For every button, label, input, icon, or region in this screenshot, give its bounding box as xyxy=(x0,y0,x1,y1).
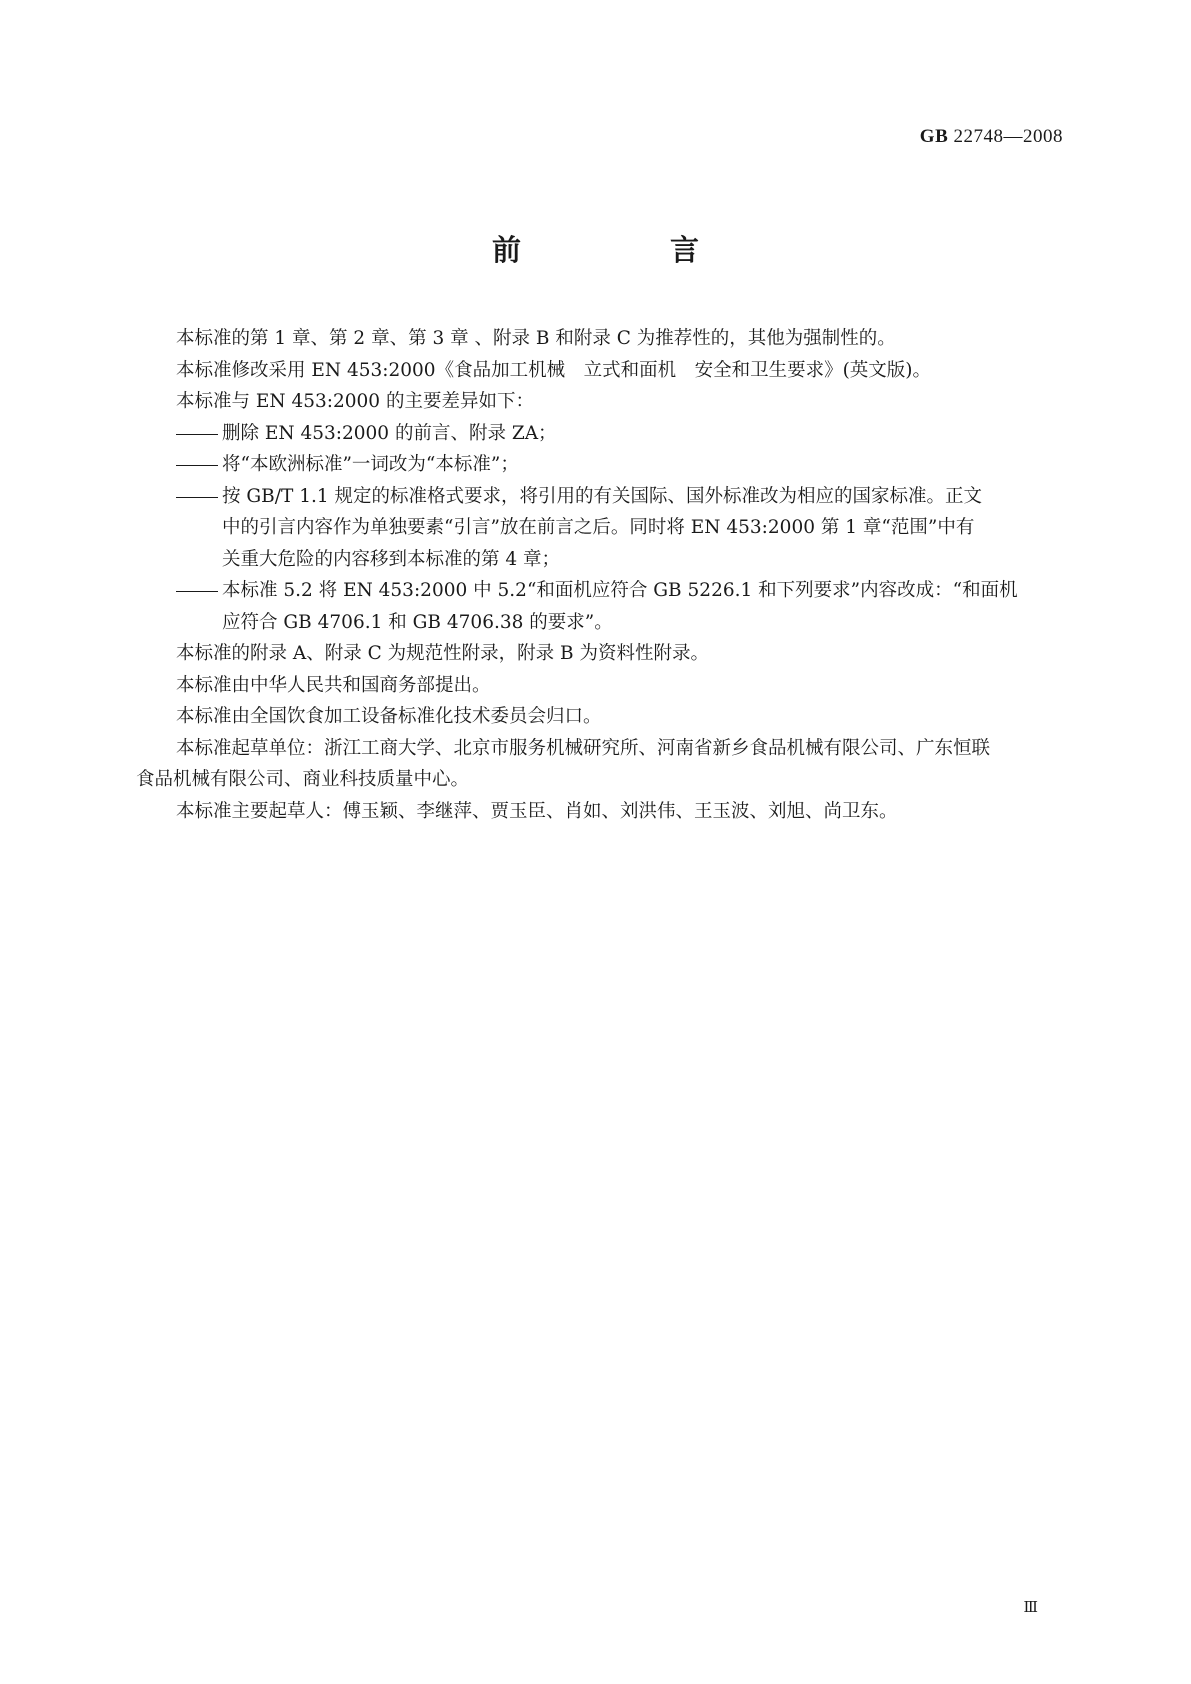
list-item-text-line-3: 关重大危险的内容移到本标准的第 4 章； xyxy=(222,548,561,570)
standard-number: 22748—2008 xyxy=(953,126,1063,147)
standard-prefix: GB xyxy=(919,126,949,147)
paragraph-proposer: 本标准由中华人民共和国商务部提出。 xyxy=(176,674,491,696)
page-title: 前 言 xyxy=(491,233,759,267)
list-item-text-line-2: 应符合 GB 4706.1 和 GB 4706.38 的要求”。 xyxy=(222,611,613,633)
list-item-text: 删除 EN 453:2000 的前言、附录 ZA； xyxy=(222,422,557,444)
list-item-text-line-1: 本标准 5.2 将 EN 453:2000 中 5.2“和面机应符合 GB 5226.1 和下列要求”内容改成：“和面机 xyxy=(222,580,1018,601)
standard-code xyxy=(920,126,1063,148)
list-item xyxy=(136,481,1063,576)
list-item-text-line-1: 按 GB/T 1.1 规定的标准格式要求，将引用的有关国际、国外标准改为相应的国家标准。正文 xyxy=(222,485,983,507)
list-item-text-line-2: 中的引言内容作为单独要素“引言”放在前言之后。同时将 EN 453:2000 第 1 章“范围”中有 xyxy=(222,517,975,538)
paragraph-drafting-units: 本标准起草单位：浙江工商大学、北京市服务机械研究所、河南省新乡食品机械有限公司、广东恒联 xyxy=(176,737,991,759)
list-item xyxy=(136,449,1063,481)
paragraph-drafters: 本标准主要起草人：傅玉颖、李继萍、贾玉臣、肖如、刘洪伟、王玉波、刘旭、尚卫东。 xyxy=(176,800,898,822)
list-item xyxy=(136,575,1063,638)
paragraph-adoption: 本标准修改采用 EN 453:2000《食品加工机械 立式和面机 安全和卫生要求》(英文版)。 xyxy=(176,359,932,381)
paragraph-differences-intro: 本标准与 EN 453:2000 的主要差异如下： xyxy=(176,391,534,412)
paragraph-annexes: 本标准的附录 A、附录 C 为规范性附录，附录 B 为资料性附录。 xyxy=(176,643,710,664)
list-item xyxy=(136,418,1063,450)
document-body xyxy=(136,323,1063,827)
paragraph-drafting-units-cont: 食品机械有限公司、商业科技质量中心。 xyxy=(136,769,470,790)
page-number: Ⅲ xyxy=(1023,1600,1038,1616)
paragraph-scope: 本标准的第 1 章、第 2 章、第 3 章 、附录 B 和附录 C 为推荐性的，其他为强制性的。 xyxy=(176,328,896,349)
list-item-text: 将“本欧洲标准”一词改为“本标准”； xyxy=(222,454,519,475)
paragraph-committee: 本标准由全国饮食加工设备标准化技术委员会归口。 xyxy=(176,706,602,727)
